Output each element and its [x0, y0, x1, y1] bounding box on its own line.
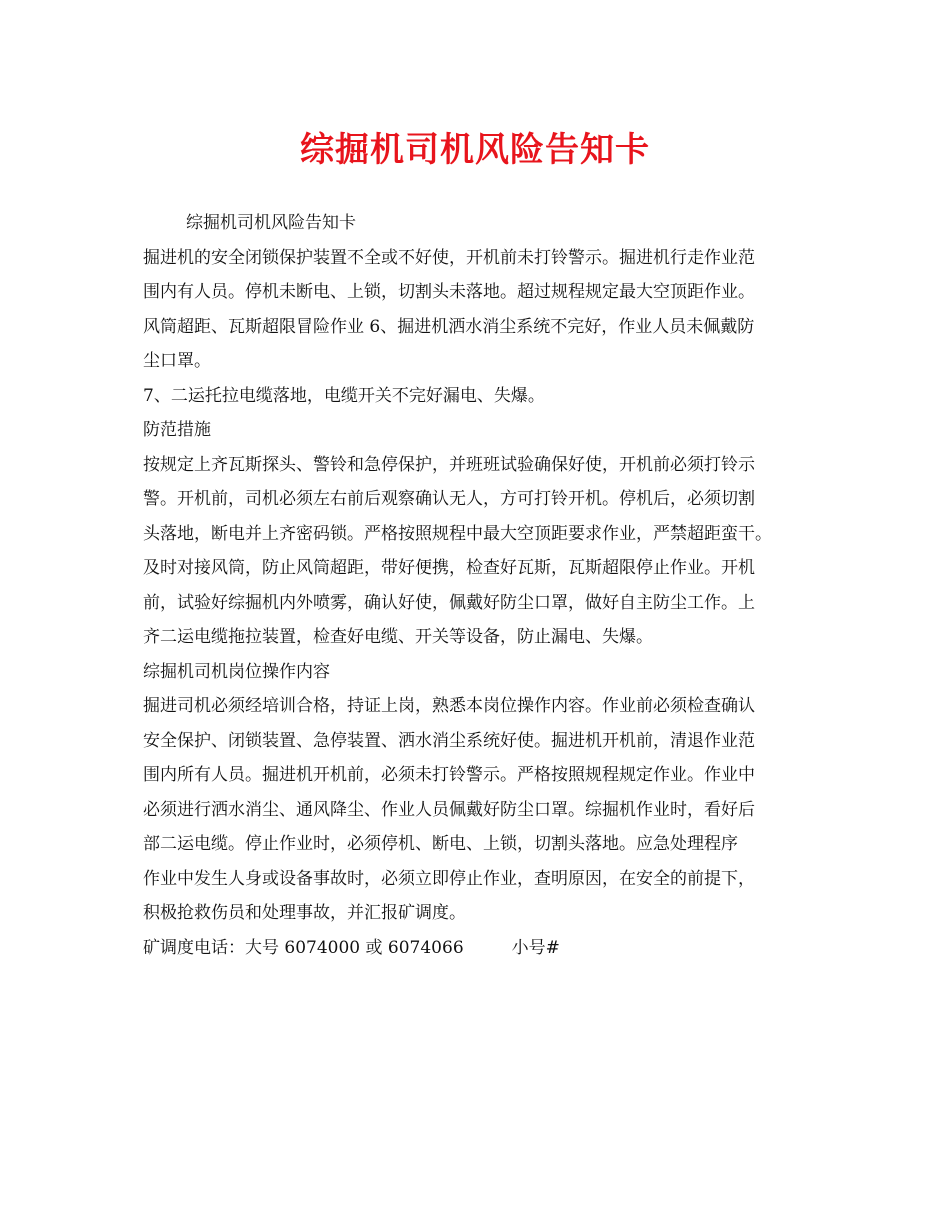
operations-line-3: 围内所有人员。掘进机开机前，必须未打铃警示。严格按照规程规定作业。作业中: [143, 765, 755, 785]
section-heading-operations: 综掘机司机岗位操作内容: [143, 661, 330, 682]
emergency-line-2: 积极抢救伤员和处理事故，并汇报矿调度。: [143, 903, 466, 923]
subtitle-line: 综掘机司机风险告知卡: [186, 213, 356, 233]
measures-line-1: 按规定上齐瓦斯探头、警铃和急停保护，并班班试验确保好使，开机前必须打铃示: [143, 454, 755, 475]
dispatch-phone-line: [143, 931, 833, 966]
measures-line-4: 及时对接风筒，防止风筒超距，带好便携，检查好瓦斯，瓦斯超限停止作业。开机: [143, 558, 755, 578]
document-body: [143, 206, 833, 965]
risk-line-1: 掘进机的安全闭锁保护装置不全或不好使，开机前未打铃警示。掘进机行走作业范: [143, 247, 755, 268]
emergency-line-1: 作业中发生人身或设备事故时，必须立即停止作业，查明原因，在安全的前提下，: [143, 868, 755, 889]
risk-line-4: 尘口罩。: [143, 351, 211, 371]
operations-line-5: 部二运电缆。停止作业时，必须停机、断电、上锁，切割头落地。应急处理程序: [143, 834, 738, 854]
operations-line-1: 掘进司机必须经培训合格，持证上岗，熟悉本岗位操作内容。作业前必须检查确认: [143, 696, 755, 716]
measures-line-5: 前，试验好综掘机内外喷雾，确认好使，佩戴好防尘口罩，做好自主防尘工作。上: [143, 592, 755, 613]
page-title: 综掘机司机风险告知卡: [300, 130, 650, 170]
measures-line-2: 警。开机前，司机必须左右前后观察确认无人，方可打铃开机。停机后，必须切割: [143, 489, 755, 509]
risk-line-3: 风筒超距、瓦斯超限冒险作业 6、掘进机洒水消尘系统不完好，作业人员未佩戴防: [143, 316, 755, 337]
dispatch-phone-small: 小号#: [511, 937, 560, 958]
operations-line-4: 必须进行洒水消尘、通风降尘、作业人员佩戴好防尘口罩。综掘机作业时，看好后: [143, 799, 755, 820]
dispatch-phone-main: 矿调度电话：大号 6074000 或 6074066: [143, 937, 464, 958]
operations-line-2: 安全保护、闭锁装置、急停装置、洒水消尘系统好使。掘进机开机前，清退作业范: [143, 730, 755, 751]
measures-line-3: 头落地，断电并上齐密码锁。严格按照规程中最大空顶距要求作业，严禁超距蛮干。: [143, 523, 772, 544]
section-heading-measures: 防范措施: [143, 420, 211, 440]
risk-line-2: 围内有人员。停机未断电、上锁，切割头未落地。超过规程规定最大空顶距作业。: [143, 282, 755, 302]
risk-line-5: 7、二运托拉电缆落地，电缆开关不完好漏电、失爆。: [143, 385, 545, 406]
measures-line-6: 齐二运电缆拖拉装置，检查好电缆、开关等设备，防止漏电、失爆。: [143, 627, 653, 647]
